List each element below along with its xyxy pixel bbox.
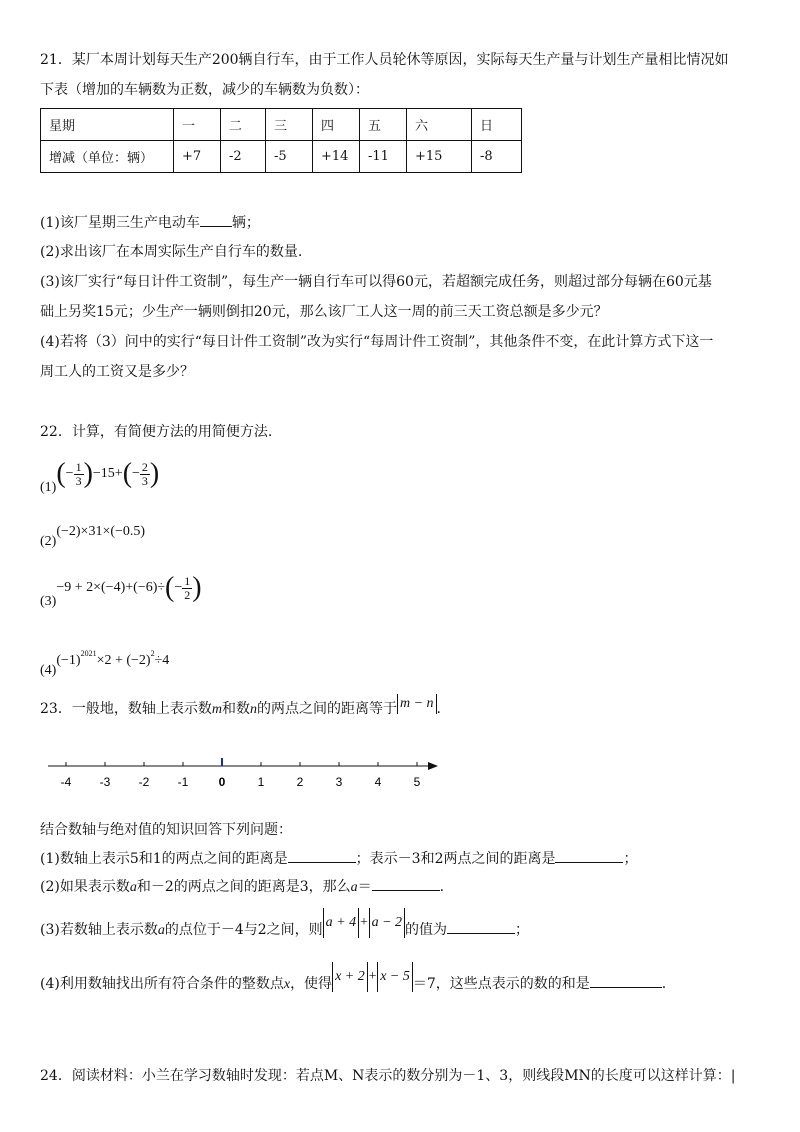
text: 的点位于－4与2之间，则 xyxy=(164,922,323,938)
answer-blank[interactable] xyxy=(200,212,232,227)
minus-sign: − xyxy=(132,466,140,482)
q23-part1 xyxy=(40,848,637,869)
minus-sign: − xyxy=(174,580,183,596)
number-line-tick-label: 2 xyxy=(296,775,304,789)
number-line-tick-label: -2 xyxy=(138,775,150,789)
q21-part3-line2: 础上另奖15元；少生产一辆则倒扣20元，那么该厂工人这一周的前三天工资总额是多少元？ xyxy=(40,304,608,320)
table-cell: -11 xyxy=(360,141,407,173)
q21-part2: (2)求出该厂在本周实际生产自行车的数量. xyxy=(40,244,303,260)
text: 的两点之间的距离等于 xyxy=(256,701,397,717)
number-line-tick-label: 0 xyxy=(218,775,226,789)
expr-body: −9 + 2×(−4)+(−6)÷ xyxy=(56,580,166,596)
q21-part1 xyxy=(40,212,260,233)
text: ；表示－3和2两点之间的距离是 xyxy=(355,851,556,867)
table-cell: 星期 xyxy=(41,109,174,141)
number-line-tick-label: -4 xyxy=(60,775,72,789)
q21-part4-line2: 周工人的工资又是多少？ xyxy=(40,364,194,380)
abs-term: a − 2 xyxy=(369,908,405,938)
expr-tail: ÷4 xyxy=(154,653,170,668)
number-line-tick-label: -3 xyxy=(99,775,111,789)
text: 的值为 xyxy=(405,922,448,938)
text: ＝7，这些点表示的数的和是 xyxy=(412,976,590,992)
table-cell: +15 xyxy=(407,141,472,173)
answer-blank[interactable] xyxy=(288,848,356,863)
fraction-one-half: $\frac{1}{2}$ xyxy=(184,573,191,602)
text: 和－2的两点之间的距离是3，那么 xyxy=(136,879,351,895)
number-line xyxy=(40,752,450,798)
abs-term: x + 2 xyxy=(332,962,368,992)
table-cell: 二 xyxy=(221,109,266,141)
table-cell: 一 xyxy=(174,109,221,141)
var-x: x xyxy=(283,977,291,992)
var-a: a xyxy=(129,880,137,895)
q22-title: 22．计算，有简便方法的用简便方法. xyxy=(40,424,273,440)
q21-table xyxy=(40,108,522,173)
expr-middle: −15+ xyxy=(92,466,123,482)
answer-blank[interactable] xyxy=(372,876,440,891)
text: (3)若数轴上表示数 xyxy=(40,922,158,938)
q21-line1: 21．某厂本周计划每天生产200辆自行车，由于工作人员轮休等原因，实际每天生产量与计划生产量相比情况如 xyxy=(40,52,729,68)
expr-body: (−2)×31×(−0.5) xyxy=(56,524,146,539)
number-line-ticks xyxy=(61,758,421,789)
q22-expr2 xyxy=(40,522,145,552)
abs-sum-expression xyxy=(332,969,413,984)
text: ＝ xyxy=(357,879,372,895)
text: . xyxy=(439,879,445,895)
minus-sign: − xyxy=(65,466,74,482)
q24-line1: 24．阅读材料：小兰在学习数轴时发现：若点M、N表示的数分别为－1、3，则线段MN的长度可以这样计算：| xyxy=(40,1068,736,1084)
text: . xyxy=(661,976,667,992)
q22-expr1: (1)(− $\frac{1}{3}$ )−15+(− $\frac{2}{3}$ ) xyxy=(40,458,160,496)
table-cell: +14 xyxy=(313,141,360,173)
expr-label: (1) xyxy=(40,480,57,496)
text: (4)利用数轴找出所有符合条件的整数点 xyxy=(40,976,284,992)
text: (2)如果表示数 xyxy=(40,879,130,895)
table-cell: +7 xyxy=(174,141,221,173)
expr-label: (3) xyxy=(40,594,57,610)
q23-part3 xyxy=(40,908,529,946)
number-line-tick-label: -1 xyxy=(177,775,189,789)
table-header-row xyxy=(41,109,522,141)
var-a: a xyxy=(350,880,358,895)
expr-label: (4) xyxy=(40,663,57,678)
text: (1)数轴上表示5和1的两点之间的距离是 xyxy=(40,851,288,867)
q21-line2: 下表（增加的车辆数为正数，减少的车辆数为负数）： xyxy=(40,82,369,98)
abs-expression: m − n xyxy=(397,694,437,714)
fraction-one-third: $\frac{1}{3}$ xyxy=(75,459,82,488)
expr-middle: ×2 + (−2) xyxy=(96,653,151,668)
q23-intro xyxy=(40,694,441,720)
var-n: n xyxy=(249,702,257,717)
text: ，使得 xyxy=(290,976,333,992)
table-cell: -2 xyxy=(221,141,266,173)
table-cell: 四 xyxy=(313,109,360,141)
abs-term: a + 4 xyxy=(323,908,359,938)
plus-sign: + xyxy=(359,915,369,930)
var-m: m xyxy=(211,702,222,717)
answer-blank[interactable] xyxy=(447,919,515,934)
answer-blank[interactable] xyxy=(555,848,623,863)
answer-blank[interactable] xyxy=(590,973,662,988)
table-cell: -8 xyxy=(472,141,522,173)
text: 和数 xyxy=(221,701,250,717)
text: . xyxy=(436,701,441,717)
table-cell: 六 xyxy=(407,109,472,141)
var-a: a xyxy=(157,923,165,938)
text: ； xyxy=(515,922,530,938)
table-cell: 日 xyxy=(472,109,522,141)
expr-base: (−1) xyxy=(56,653,81,668)
text: 23．一般地，数轴上表示数 xyxy=(40,701,212,717)
table-row xyxy=(41,141,522,173)
q22-expr3: (3)−9 + 2×(−4)+(−6)÷(− $\frac{1}{2}$ ) xyxy=(40,572,202,610)
table-row-label: 增减（单位：辆） xyxy=(41,141,174,173)
plus-sign: + xyxy=(367,969,378,984)
abs-sum-expression xyxy=(323,915,405,930)
q23-part2 xyxy=(40,876,444,898)
q23-part4 xyxy=(40,962,666,1000)
number-line-tick-label: 3 xyxy=(335,775,343,789)
number-line-tick-label: 5 xyxy=(413,775,421,789)
abs-term: x − 5 xyxy=(377,962,413,992)
fraction-two-thirds: $\frac{2}{3}$ xyxy=(141,459,148,488)
q21-part3-line1: (3)该厂实行“每日计件工资制”，每生产一辆自行车可以得60元，若超额完成任务，则超过部分每辆在60元基 xyxy=(40,274,712,290)
q21-part1-text: (1)该厂星期三生产电动车 xyxy=(40,215,200,231)
q22-expr4 xyxy=(40,644,169,681)
arrow-icon xyxy=(428,762,438,770)
exponent: 2 xyxy=(150,649,155,658)
q21-part1-tail: 辆； xyxy=(231,215,260,231)
expr-label: (2) xyxy=(40,534,57,549)
exponent: 2021 xyxy=(80,649,97,658)
text: ； xyxy=(623,851,638,867)
q23-lead: 结合数轴与绝对值的知识回答下列问题： xyxy=(40,822,292,838)
table-cell: -5 xyxy=(266,141,313,173)
number-line-tick-label: 1 xyxy=(257,775,265,789)
number-line-tick-label: 4 xyxy=(374,775,382,789)
q21-part4-line1: (4)若将（3）问中的实行“每日计件工资制”改为实行“每周计件工资制”，其他条件不变，在此计算方式下这一 xyxy=(40,334,714,350)
table-cell: 五 xyxy=(360,109,407,141)
table-cell: 三 xyxy=(266,109,313,141)
